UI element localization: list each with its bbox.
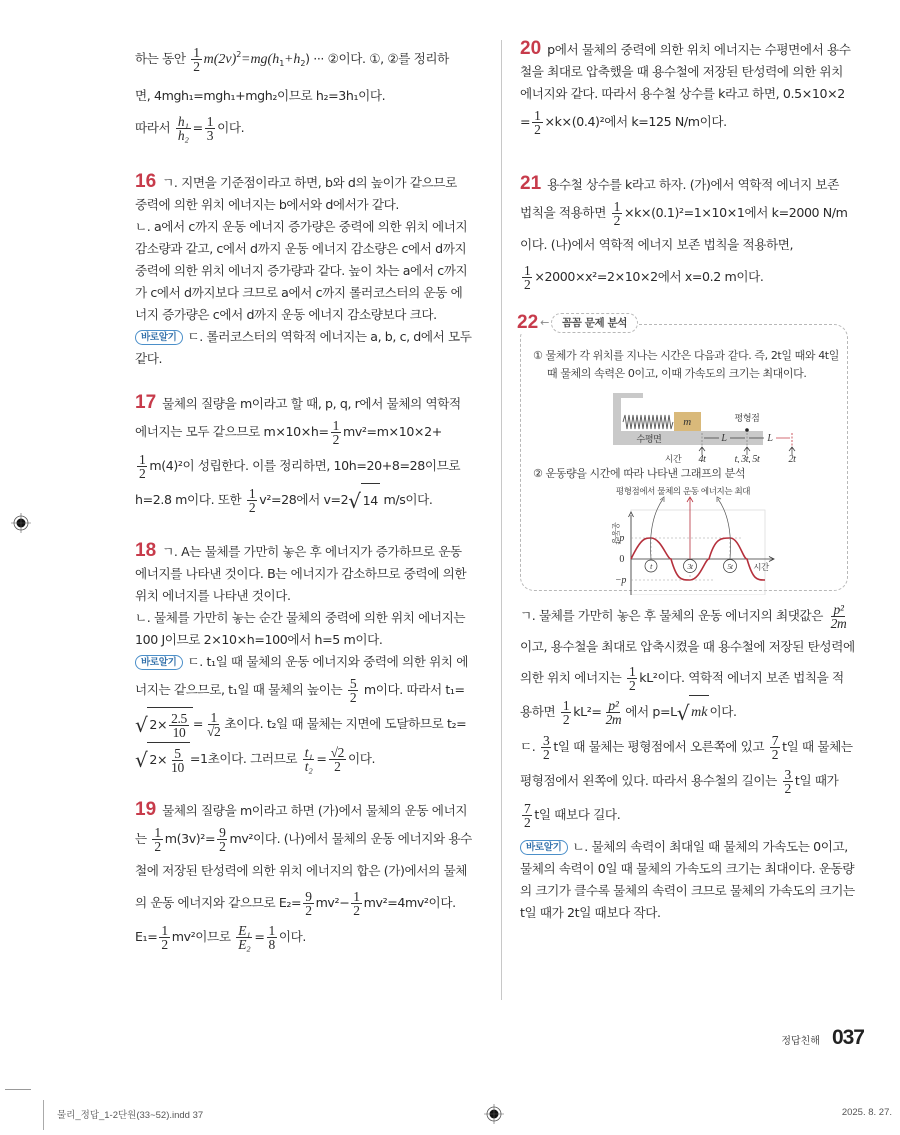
text-line: 중력에 의한 위치 에너지는 b에서와 d에서가 같다. <box>135 197 399 212</box>
text-line: 중력에 의한 위치 에너지 증가량과 같다. 높이 차는 a에서 c까지 <box>135 263 468 278</box>
text-line: 의 크기가 클수록 물체의 속력이 크므로 물체의 가속도의 크기는 <box>520 883 855 898</box>
question-number: 22 <box>517 312 539 333</box>
text-line: 16 ㄱ. 지면을 기준점이라고 하면, b와 d의 높이가 같으므로 <box>135 171 457 192</box>
left-column <box>135 38 490 954</box>
fraction: $\frac{1}{3}$ <box>206 114 214 143</box>
print-slug-date: 2025. 8. 27. <box>841 1107 892 1118</box>
text-line: E₁= $\frac{1}{2}$ mv²이므로 $\frac{\text{E₁}}{\text{E₂}}$ = $\frac{1}{8}$ 이다. <box>135 923 306 952</box>
text-line: = $\frac{1}{2}$ ×k×(0.4)²에서 k=125 N/m이다. <box>520 108 727 137</box>
text-line: 21 용수철 상수를 k라고 하자. (가)에서 역학적 에너지 보존 <box>520 173 839 194</box>
question-number: 17 <box>135 392 157 413</box>
spring-icon <box>623 415 673 429</box>
text-line: 하는 동안 $\frac{1}{2}$ $m(2v)^2=mg(h_1+h_2)$ ··· ②이다. ①, ②를 정리하 <box>135 45 449 74</box>
text-line: 바로알기 ㄷ. 롤러코스터의 역학적 에너지는 a, b, c, d에서 모두 <box>135 326 490 348</box>
answer-20 <box>520 38 875 139</box>
text-line: 에너지를 나타낸 것이다. B는 에너지가 감소하므로 중력에 의한 <box>135 566 467 581</box>
svg-text:t: t <box>650 562 652 571</box>
page-number: 037 <box>831 1026 864 1049</box>
text-line: 17 물체의 질량을 m이라고 할 때, p, q, r에서 물체의 역학적 <box>135 392 461 413</box>
text-line: ㄷ. $\frac{3}{2}$ t일 때 물체는 평형점에서 오른쪽에 있고 $\frac{7}{2}$ t일 때 물체는 <box>520 733 853 762</box>
svg-text:5t: 5t <box>727 562 733 571</box>
answer-21 <box>520 173 875 294</box>
text-line: 위치 에너지를 나타낸 것이다. <box>135 588 291 603</box>
question-number: 21 <box>520 173 542 194</box>
crop-mark <box>43 1100 44 1130</box>
text-line: √ 2× $\frac{5}{10}$ =1초이다. 그러므로 $\frac{\text{t₁}}{\text{t₂}}$ = $\frac{√2}{2}$ 이다. <box>135 742 490 777</box>
section-label: 정답친해 <box>781 1036 820 1047</box>
text-line: 용하면 $\frac{1}{2}$ kL²= $\frac{\text{p²}}{2m}$ 에서 p=L √ mk 이다. <box>520 695 875 730</box>
text-line: 너지 증가량은 c에서 d까지 운동 에너지 감소량보다 크다. <box>135 307 437 322</box>
text-line: 20 p에서 물체의 중력에 의한 위치 에너지는 수평면에서 용수 <box>520 38 851 59</box>
answer-19 <box>135 799 490 954</box>
svg-text:운동량: 운동량 <box>611 522 620 544</box>
svg-text:평형점에서 물체의 운동 에너지는 최대: 평형점에서 물체의 운동 에너지는 최대 <box>615 487 751 497</box>
text-line: 바로알기 ㄷ. t₁일 때 물체의 운동 에너지와 중력에 의한 위치 에 <box>135 651 490 673</box>
answer-22 <box>517 312 875 924</box>
analysis-item-1: ① 물체가 각 위치를 지나는 시간은 다음과 같다. 즉, 2t일 때와 4t일 때 물체의 속력은 0이고, 이때 가속도의 크기는 최대이다. <box>533 349 839 380</box>
svg-text:L: L <box>767 433 773 444</box>
text-line: ㄴ. 물체를 가만히 놓는 순간 물체의 중력에 의한 위치 에너지는 <box>135 610 466 625</box>
page-footer <box>781 1026 864 1050</box>
answer-15-continuation <box>135 38 490 145</box>
svg-text:m: m <box>683 416 691 428</box>
momentum-graph <box>533 483 833 595</box>
svg-text:−p: −p <box>615 575 626 586</box>
svg-text:시간: 시간 <box>753 563 769 573</box>
right-column <box>517 38 875 924</box>
registration-mark-icon <box>484 1104 504 1124</box>
text-line: 법칙을 적용하면 $\frac{1}{2}$ ×k×(0.1)²=1×10×1에서 k=2000 N/m <box>520 199 848 228</box>
text-line: 에너지와 같다. 따라서 용수철 상수를 k라고 하면, 0.5×10×2 <box>520 86 845 101</box>
text-line: √ 2× $\frac{2.5}{10}$ = $\frac{1}{√2}$ 초이다. t₂일 때 물체는 지면에 도달하므로 t₂= <box>135 707 490 742</box>
analysis-item-2: ② 운동량을 시간에 따라 나타낸 그래프의 분석 <box>533 467 746 480</box>
text-line: 감소량과 같고, c에서 d까지 운동 에너지 감소량은 c에서 d까지 <box>135 241 467 256</box>
correction-badge: 바로알기 <box>135 655 183 670</box>
question-number: 16 <box>135 171 157 192</box>
text-line: h=2.8 m이다. 또한 $\frac{1}{2}$ v²=28에서 v=2 √ 14 m/s이다. <box>135 483 490 518</box>
text-line: $\frac{7}{2}$ t일 때보다 길다. <box>524 801 621 830</box>
svg-text:평형점: 평형점 <box>734 414 760 424</box>
text-line: 의한 위치 에너지는 $\frac{1}{2}$ kL²이다. 역학적 에너지 보존 법칙을 적 <box>520 664 844 693</box>
text-line: 100 J이므로 2×10×h=100에서 h=5 m이다. <box>135 632 383 647</box>
text-line: 철을 최대로 압축했을 때 용수철에 저장된 탄성력에 의한 위치 <box>520 64 843 79</box>
svg-text:시간: 시간 <box>664 455 682 463</box>
text-line: 의 운동 에너지와 같으므로 E₂= $\frac{9}{2}$ mv²− $\frac{1}{2}$ mv²=4mv²이다. <box>135 889 456 918</box>
problem-analysis-box <box>517 312 848 591</box>
text-line: 따라서 $\frac{\text{h₁}}{\text{h₂}}$ = $\frac{1}{3}$ 이다. <box>135 114 245 143</box>
text-line: 평형점에서 왼쪽에 있다. 따라서 용수철의 길이는 $\frac{3}{2}$ t일 때가 <box>520 767 839 796</box>
print-slug-filename: 물리_정답_1-2단원(33~52).indd 37 <box>57 1110 204 1121</box>
text-line: $\frac{1}{2}$ ×2000×x²=2×10×2에서 x=0.2 m이다. <box>524 263 764 292</box>
question-number: 19 <box>135 799 157 820</box>
text-line: 에너지는 모두 같으므로 m×10×h= $\frac{1}{2}$ mv²=m×10×2+ <box>135 418 442 447</box>
text-line: ㄴ. a에서 c까지 운동 에너지 증가량은 중력에 의한 위치 에너지 <box>135 219 468 234</box>
svg-text:t, 3t, 5t: t, 3t, 5t <box>734 454 760 463</box>
correction-badge: 바로알기 <box>135 330 183 345</box>
text-line: 바로알기 ㄴ. 물체의 속력이 최대일 때 물체의 가속도는 0이고, <box>520 836 875 858</box>
text-line: 너지는 같으므로, t₁일 때 물체의 높이는 $\frac{5}{2}$ m이다. 따라서 t₁= <box>135 676 465 705</box>
fraction: $\frac{\text{h₁}}{\text{h₂}}$ <box>177 114 189 143</box>
svg-text:3t: 3t <box>687 562 693 571</box>
column-divider <box>501 40 502 1000</box>
answer-17 <box>135 392 490 518</box>
text-line: $\frac{1}{2}$ m(4)²이 성립한다. 이를 정리하면, 10h=20+8=28이므로 <box>139 452 461 481</box>
text-line: 이고, 용수철을 최대로 압축시켰을 때 용수철에 저장된 탄성력에 <box>520 639 855 654</box>
text-line: ㄱ. 물체를 가만히 놓은 후 물체의 운동 에너지의 최댓값은 $\frac{\text{p²}}{2m}$ <box>520 602 847 631</box>
svg-text:4t: 4t <box>698 454 706 463</box>
svg-text:p: p <box>619 533 624 544</box>
arrow-left-icon: ← <box>540 316 549 329</box>
text-line: t일 때가 2t일 때보다 작다. <box>520 905 661 920</box>
text-line: 19 물체의 질량을 m이라고 하면 (가)에서 물체의 운동 에너지 <box>135 799 468 820</box>
text-line: 같다. <box>135 351 163 366</box>
svg-text:0: 0 <box>619 554 624 565</box>
question-number: 18 <box>135 540 157 561</box>
analysis-tag: 꼼꼼 문제 분석 <box>551 313 638 333</box>
fraction: $\frac{1}{2}$ <box>193 45 200 74</box>
registration-mark-icon <box>11 513 31 533</box>
question-number: 20 <box>520 38 542 59</box>
svg-text:수평면: 수평면 <box>636 435 662 445</box>
spring-diagram <box>533 385 833 463</box>
answer-18 <box>135 540 490 777</box>
text-line: 면, 4mgh₁=mgh₁+mgh₂이므로 h₂=3h₁이다. <box>135 88 386 103</box>
text-line: 가 c에서 d까지보다 크므로 a에서 c까지 롤러코스터의 운동 에 <box>135 285 463 300</box>
analysis-header <box>517 312 638 334</box>
correction-badge: 바로알기 <box>520 840 568 855</box>
text-line: 철에 저장된 탄성력에 의한 위치 에너지의 합은 (가)에서의 물체 <box>135 863 467 878</box>
text-line: 물체의 속력이 0일 때 물체의 가속도의 크기는 최대이다. 운동량 <box>520 861 855 876</box>
text-line: 18 ㄱ. A는 물체를 가만히 놓은 후 에너지가 증가하므로 운동 <box>135 540 462 561</box>
svg-text:2t: 2t <box>788 454 796 463</box>
text-line: 는 $\frac{1}{2}$ m(3v)²= $\frac{9}{2}$ mv²이다. (나)에서 물체의 운동 에너지와 용수 <box>135 825 472 854</box>
svg-text:L: L <box>721 433 727 444</box>
answer-16 <box>135 171 490 370</box>
text-line: 이다. (나)에서 역학적 에너지 보존 법칙을 적용하면, <box>520 237 794 252</box>
answer-22-explanation <box>520 599 875 924</box>
crop-mark <box>5 1089 31 1090</box>
